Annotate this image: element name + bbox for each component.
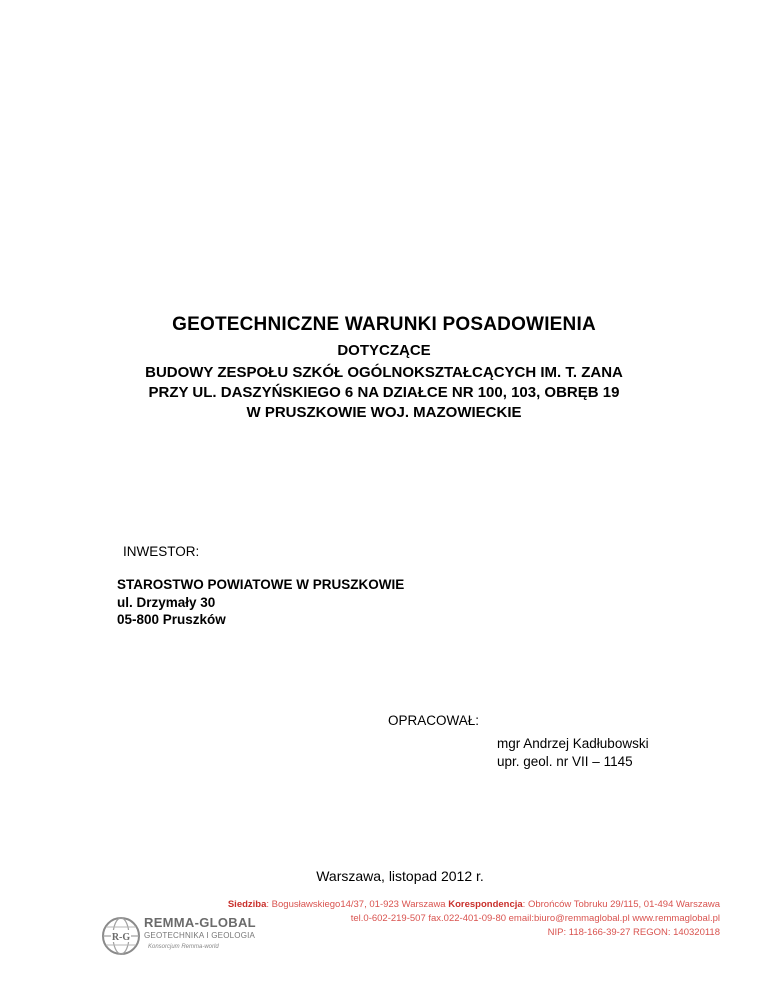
globe-icon <box>100 915 142 957</box>
investor-label: INWESTOR: <box>123 544 200 559</box>
investor-city: 05-800 Pruszków <box>117 612 226 627</box>
footer-address-line <box>228 898 720 912</box>
investor-details <box>117 576 404 629</box>
investor-street: ul. Drzymały 30 <box>117 594 216 610</box>
logo-tagline: GEOTECHNIKA I GEOLOGIA <box>144 931 256 940</box>
correspondence-value: : Obrońców Tobruku 29/115, 01-494 Warszawa <box>522 899 720 910</box>
logo-small-text: Konsorcjum Remma-world <box>148 944 219 950</box>
author-name: mgr Andrzej Kadłubowski <box>497 736 649 751</box>
place-date: Warszawa, listopad 2012 r. <box>316 868 484 884</box>
subject-line-3: W PRUSZKOWIE WOJ. MAZOWIECKIE <box>246 404 522 421</box>
subject-line-1: BUDOWY ZESPOŁU SZKÓŁ OGÓLNOKSZTAŁCĄCYCH IM. T. ZANA <box>145 364 623 381</box>
document-title: GEOTECHNICZNE WARUNKI POSADOWIENIA <box>172 314 596 335</box>
logo-mark: R-G <box>111 932 131 943</box>
logo-name: REMMA-GLOBAL <box>144 915 256 930</box>
seat-value: : Bogusławskiego14/37, 01-923 Warszawa <box>266 899 449 910</box>
correspondence-label: Korespondencja <box>448 899 523 910</box>
document-subtitle: DOTYCZĄCE <box>337 342 431 359</box>
author-details <box>497 735 649 770</box>
footer-ids-line: NIP: 118-166-39-27 REGON: 140320118 <box>547 927 720 938</box>
seat-label: Siedziba <box>227 899 267 910</box>
subject-line-2: PRZY UL. DASZYŃSKIEGO 6 NA DZIAŁCE NR 100, 103, OBRĘB 19 <box>148 384 620 401</box>
footer-contact-line: tel.0-602-219-507 fax.022-401-09-80 email:biuro@remmaglobal.pl www.remmaglobal.pl <box>350 913 720 924</box>
author-license: upr. geol. nr VII – 1145 <box>497 753 633 769</box>
document-subject <box>0 363 768 423</box>
investor-name: STAROSTWO POWIATOWE W PRUSZKOWIE <box>117 577 405 592</box>
author-label: OPRACOWAŁ: <box>388 713 480 728</box>
footer-contact <box>228 898 720 940</box>
